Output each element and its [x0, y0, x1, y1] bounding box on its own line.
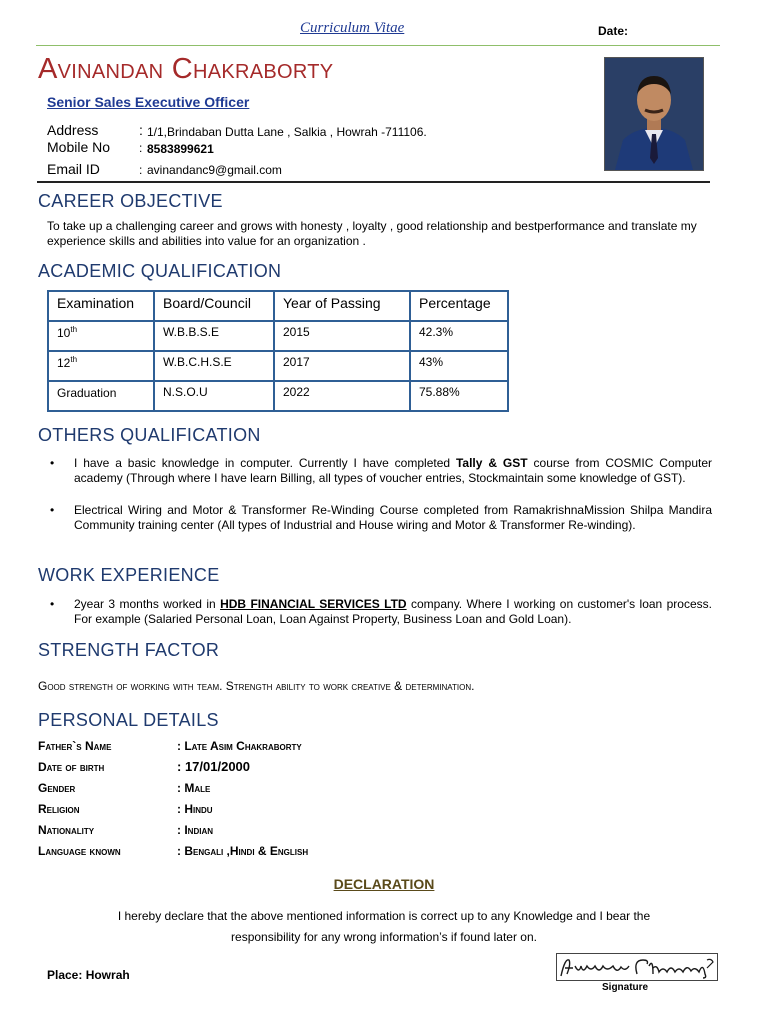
gender-value: : Male: [177, 781, 211, 795]
bullet-icon: •: [50, 456, 55, 470]
dob-label: Date of birth: [38, 760, 105, 774]
job-title: Senior Sales Executive Officer: [47, 94, 250, 110]
address-value: 1/1,Brindaban Dutta Lane , Salkia , Howrah -711106.: [147, 125, 427, 139]
others-qualification-heading: OTHERS QUALIFICATION: [38, 425, 261, 445]
percentage-cell: 75.88%: [410, 381, 508, 411]
year-cell: 2022: [274, 381, 410, 411]
dob-value: : 17/01/2000: [177, 759, 251, 774]
language-value: : Bengali ,Hindi & English: [177, 844, 309, 858]
profile-photo: [604, 57, 704, 171]
board-cell: N.S.O.U: [154, 381, 274, 411]
work-item-1: 2year 3 months worked in HDB FINANCIAL SERVICES LTD company. Where I working on customer's loan process. For example (Salaried Personal Loan, Loan Against Property, Business Loan and Gold Loan).: [74, 597, 712, 626]
fathers-name-label: Father`s Name: [38, 739, 112, 753]
gender-label: Gender: [38, 781, 76, 795]
candidate-name: Avinandan Chakraborty: [38, 53, 334, 85]
mobile-colon: :: [139, 141, 143, 155]
col-percentage: Percentage: [410, 291, 508, 321]
table-row: [48, 381, 508, 411]
career-objective-text: To take up a challenging career and grows with honesty , loyalty , good relationship and bestperformance and translate my experience skills and abilities into value for an organization .: [47, 219, 697, 248]
academic-heading: ACADEMIC QUALIFICATION: [38, 261, 282, 281]
col-board: Board/Council: [154, 291, 274, 321]
board-cell: W.B.B.S.E: [154, 321, 274, 351]
academic-table: [47, 290, 509, 412]
percentage-cell: 43%: [410, 351, 508, 381]
language-label: Language known: [38, 844, 121, 858]
year-cell: 2015: [274, 321, 410, 351]
bullet-icon: •: [50, 597, 55, 611]
board-cell: W.B.C.H.S.E: [154, 351, 274, 381]
date-label: Date:: [598, 24, 629, 38]
mobile-value: 8583899621: [147, 142, 214, 156]
signature-label: Signature: [602, 982, 649, 993]
exam-cell: 10th: [48, 321, 154, 351]
header-divider: [36, 45, 720, 46]
place-label: Place: Howrah: [47, 968, 130, 982]
bullet-icon: •: [50, 503, 55, 517]
others-item-1: I have a basic knowledge in computer. Currently I have completed Tally & GST course from COSMIC Computer academy (Through where I have learn Billing, all types of voucher entries, Stockmaintain some knowledge of GST).: [74, 456, 712, 485]
fathers-name-value: : Late Asim Chakraborty: [177, 739, 302, 753]
table-row: [48, 321, 508, 351]
declaration-heading: DECLARATION: [333, 876, 435, 892]
address-colon: :: [139, 122, 143, 138]
career-objective-heading: CAREER OBJECTIVE: [38, 191, 223, 211]
nationality-label: Nationality: [38, 823, 95, 837]
nationality-value: : Indian: [177, 823, 213, 837]
personal-details-heading: PERSONAL DETAILS: [38, 710, 219, 730]
percentage-cell: 42.3%: [410, 321, 508, 351]
mobile-label: Mobile No: [47, 139, 111, 155]
others-item-2: Electrical Wiring and Motor & Transformer Re-Winding Course completed from RamakrishnaMission Shilpa Mandira Community training center (All types of Industrial and House wiring and Motor & Transformer Re-winding).: [74, 503, 712, 532]
signature-image: [556, 953, 718, 981]
year-cell: 2017: [274, 351, 410, 381]
exam-cell: Graduation: [48, 381, 154, 411]
col-year: Year of Passing: [274, 291, 410, 321]
col-examination: Examination: [48, 291, 154, 321]
contact-divider: [37, 181, 710, 183]
cv-title: Curriculum Vitae: [300, 20, 405, 36]
exam-cell: 12th: [48, 351, 154, 381]
email-value: avinandanc9@gmail.com: [147, 163, 282, 177]
strength-factor-heading: STRENGTH FACTOR: [38, 640, 220, 660]
table-header-row: [48, 291, 508, 321]
email-label: Email ID: [47, 161, 100, 177]
religion-value: : Hindu: [177, 802, 213, 816]
strength-text: Good strength of working with team. Strength ability to work creative & determination.: [38, 679, 475, 693]
declaration-text: I hereby declare that the above mentioned information is correct up to any Knowledge and I bear the responsibility for any wrong information’s if found later on.: [117, 909, 651, 944]
religion-label: Religion: [38, 802, 80, 816]
email-colon: :: [139, 163, 143, 177]
address-label: Address: [47, 122, 99, 138]
table-row: [48, 351, 508, 381]
work-experience-heading: WORK EXPERIENCE: [38, 565, 220, 585]
